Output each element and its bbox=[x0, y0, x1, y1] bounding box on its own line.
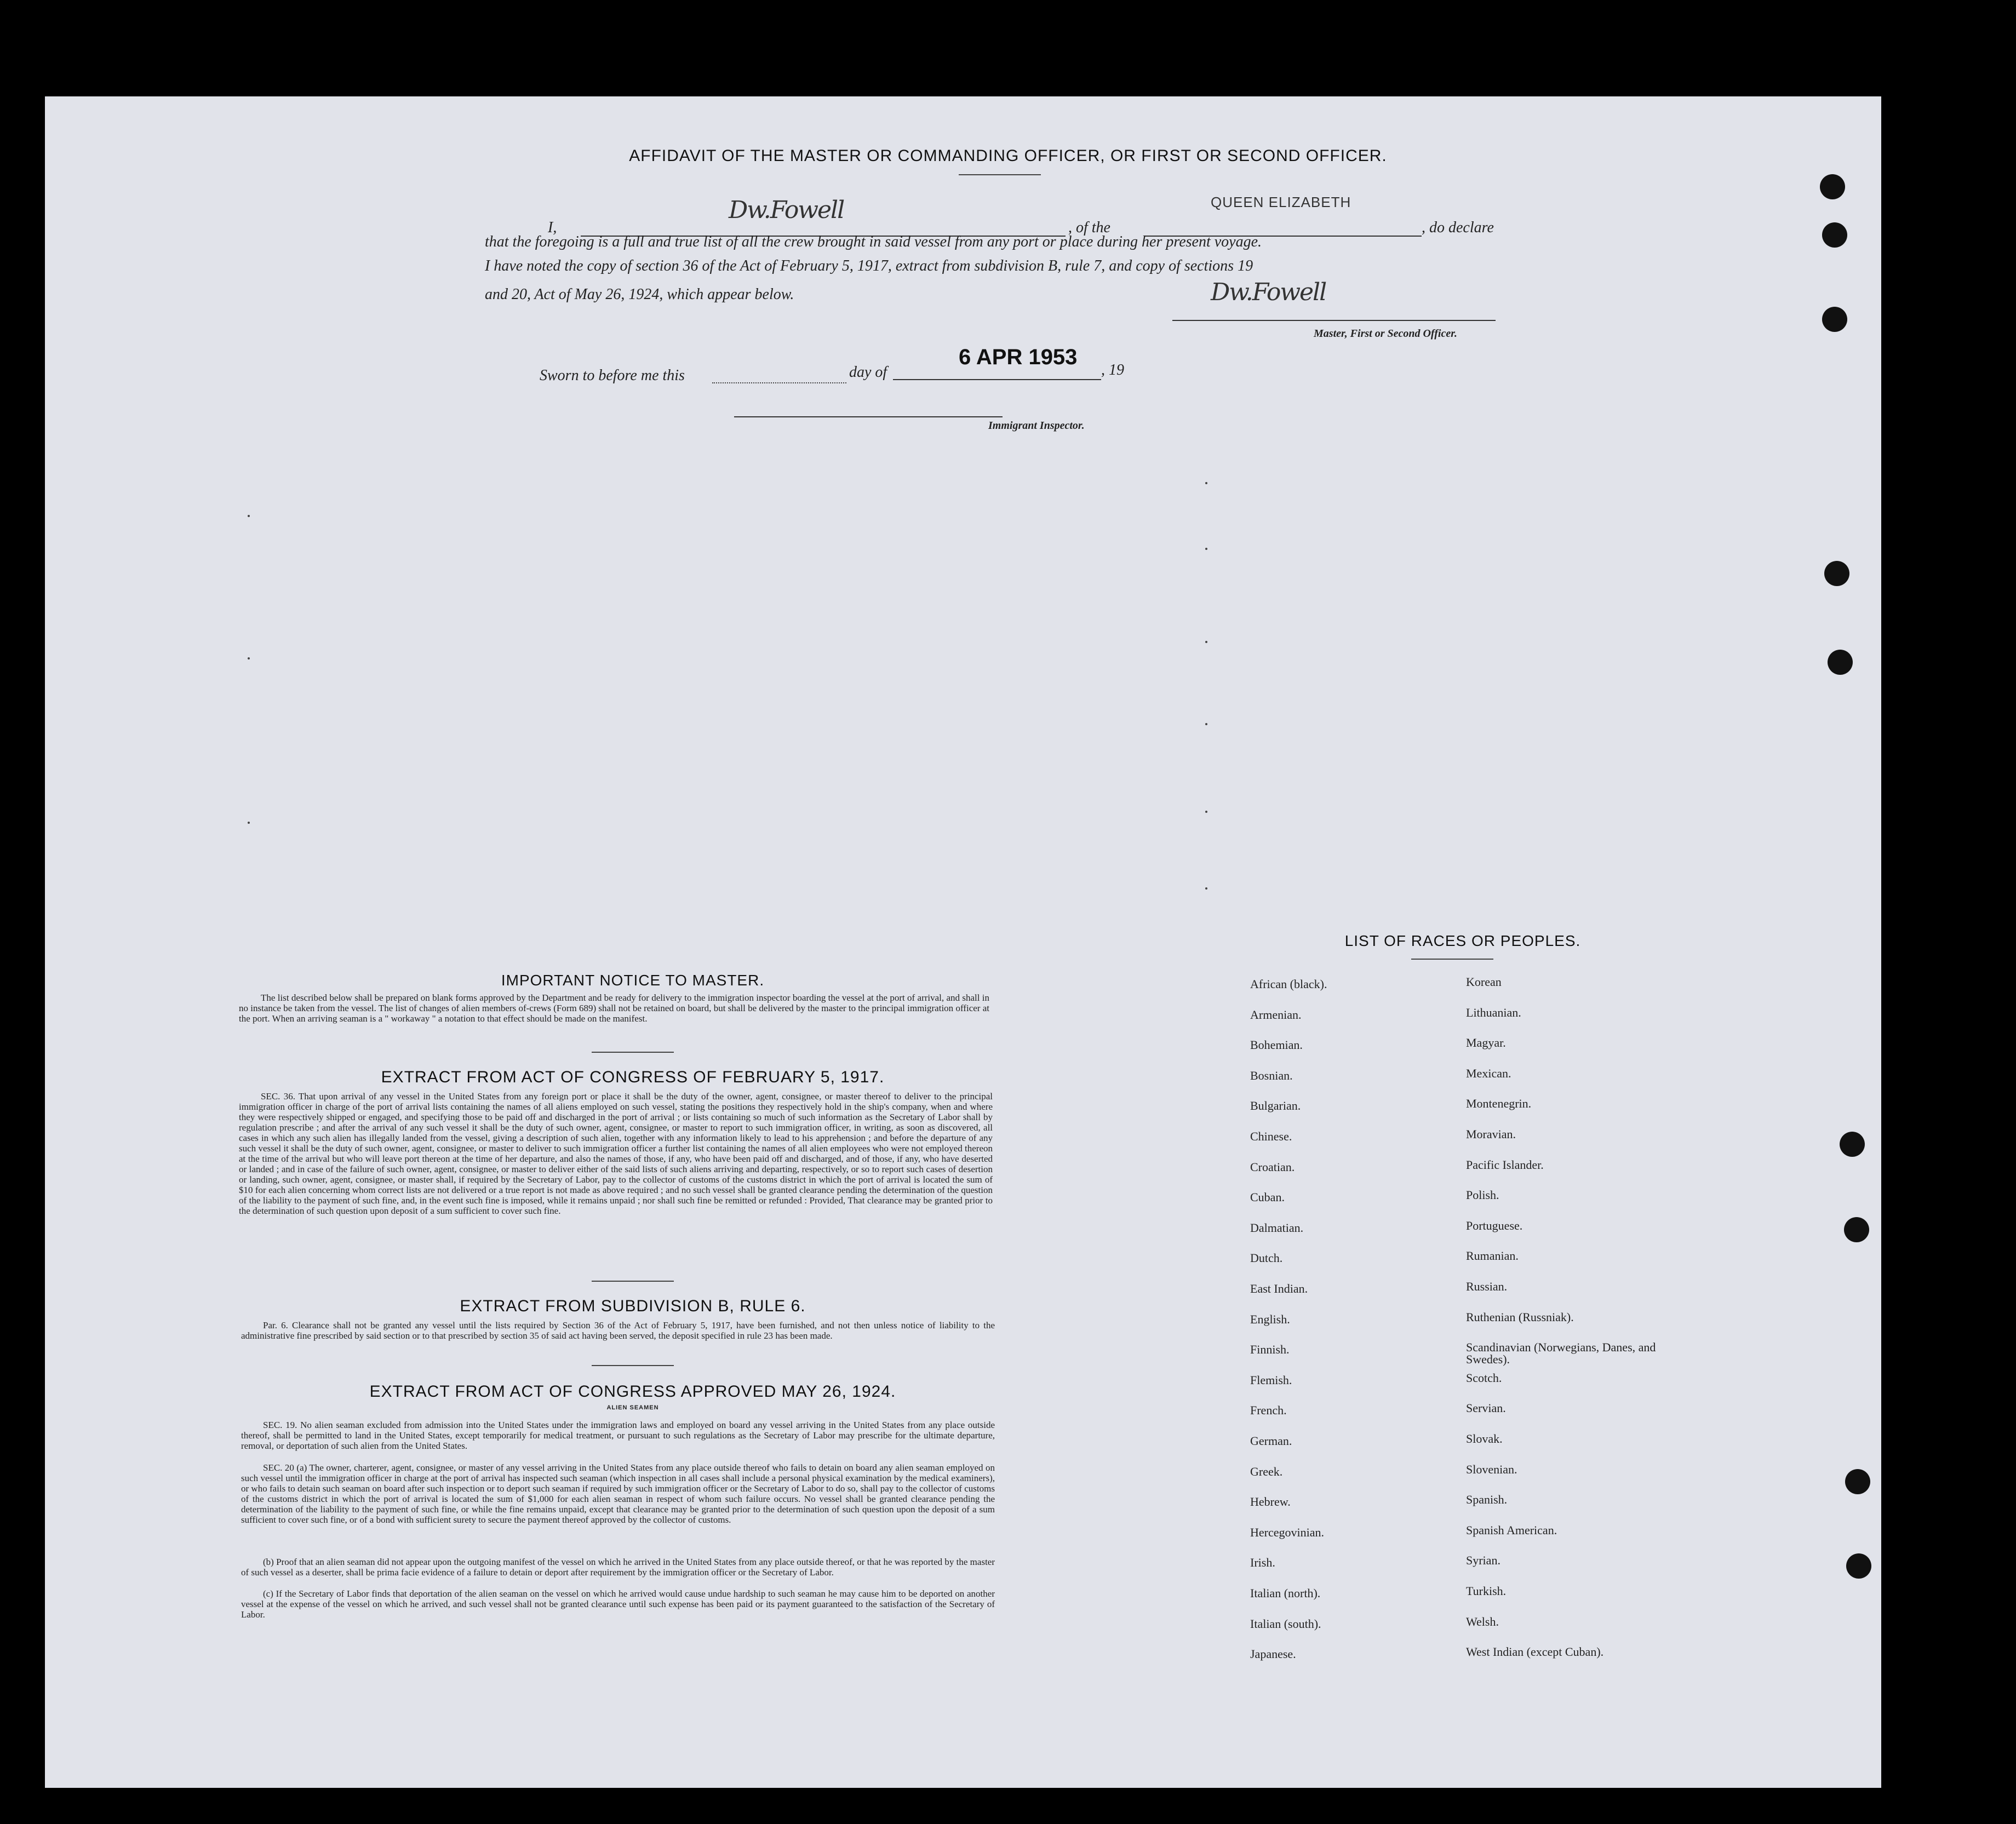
race-item: Greek. bbox=[1250, 1464, 1283, 1478]
subdivision-text: Par. 6. Clearance shall not be granted any vessel until the lists required by Section 36 of the Act of February 5, 1917, have been furnished, and not then unless notice of liability to the administrative fine prescribed by said section or to that prescribed by section 35 of said act having been served, the deposit specified in rule 23 has been made. bbox=[241, 1320, 995, 1341]
race-item: Moravian. bbox=[1466, 1127, 1516, 1141]
race-item: Bulgarian. bbox=[1250, 1099, 1301, 1113]
race-item: Turkish. bbox=[1466, 1584, 1507, 1598]
vessel-name: QUEEN ELIZABETH bbox=[1211, 194, 1351, 210]
extract-1917-text: SEC. 36. That upon arrival of any vessel in the United States from any foreign port or place it shall be the duty of the owner, agent, consignee, or master thereof to deliver to the principal immigration officer in charge of the port of arrival lists containing the names of all aliens employed on such vessel, stating the positions they respectively hold in the ship's company, when and where they were respectively shipped or engaged, and specifying those to be paid off and discharged in the port of arrival ; or lists containing so much of such information as the Secretary of Labor shall by regulation prescribe ; and after the arrival of any such vessel it shall be the duty of such owner, agent, consignee, or master to report to such immigration officer, in writing, as soon as discovered, all cases in which any such alien has illegally landed from the vessel, giving a description of such alien, together with any information likely to lead to his apprehension ; and before the departure of any such vessel it shall be the duty of such owner, agent, consignee, or master to deliver to such immigration officer a further list containing the names of all alien employees who were not employed thereon at the time of the arrival but who will leave port thereon at the time of her departure, and also the names of those, if any, who have been paid off and discharged, and of those, if any, who have deserted or landed ; and in case of the failure of such owner, agent, consignee, or master to deliver either of the said lists of such aliens arriving and departing, respectively, or so to report such cases of desertion or landing, such owner, agent, consignee, or master shall, if required by the Secretary of Labor, pay to the collector of customs of the customs district in which the port of arrival is located the sum of $10 for each alien concerning whom correct lists are not delivered or a true report is not made as above required ; and no such vessel shall be granted clearance pending the determination of the question of the liability to the payment of such fine, and, in the event such fine is imposed, while it remains unpaid ; nor shall such fine be remitted or refunded : Provided, That clearance may be granted prior to the determination of such question upon deposit of a sum sufficient to cover such fine. bbox=[239, 1091, 993, 1216]
extract-1917-rule bbox=[592, 1281, 674, 1282]
race-item: Rumanian. bbox=[1466, 1249, 1519, 1263]
mark-dot bbox=[1205, 548, 1207, 550]
heading-rule bbox=[959, 174, 1041, 175]
extract-1917-heading: EXTRACT FROM ACT OF CONGRESS OF FEBRUARY 5, 1917. bbox=[381, 1068, 885, 1086]
race-item: Dalmatian. bbox=[1250, 1220, 1304, 1235]
race-item: Armenian. bbox=[1250, 1007, 1302, 1022]
race-item: Cuban. bbox=[1250, 1190, 1285, 1204]
signature-line bbox=[1172, 320, 1496, 321]
race-item: Scandinavian (Norwegians, Danes, and Swedes). bbox=[1466, 1340, 1656, 1367]
affidavit-heading: AFFIDAVIT OF THE MASTER OR COMMANDING OFFICER, OR FIRST OR SECOND OFFICER. bbox=[629, 147, 1387, 165]
mark-dot bbox=[248, 657, 250, 659]
inspector-line bbox=[734, 416, 1003, 417]
notice-rule bbox=[592, 1052, 674, 1053]
race-item: Spanish. bbox=[1466, 1493, 1508, 1507]
date-line bbox=[893, 379, 1101, 380]
race-item: Dutch. bbox=[1250, 1251, 1283, 1265]
year-suffix: , 19 bbox=[1101, 362, 1124, 378]
race-item: Flemish. bbox=[1250, 1373, 1292, 1387]
of-the-label: , of the bbox=[1068, 219, 1110, 236]
subdivision-heading: EXTRACT FROM SUBDIVISION B, RULE 6. bbox=[460, 1297, 806, 1315]
race-item: Chinese. bbox=[1250, 1129, 1292, 1143]
race-item: Korean bbox=[1466, 975, 1502, 989]
race-item: Croatian. bbox=[1250, 1160, 1295, 1174]
alien-seamen-subheading: ALIEN SEAMEN bbox=[606, 1404, 659, 1411]
sworn-label: Sworn to before me this bbox=[540, 367, 685, 384]
race-item: Syrian. bbox=[1466, 1553, 1500, 1568]
race-item: Lithuanian. bbox=[1466, 1005, 1521, 1019]
race-item: Japanese. bbox=[1250, 1647, 1296, 1661]
race-item: Spanish American. bbox=[1466, 1523, 1557, 1537]
punch-hole bbox=[1845, 1469, 1870, 1494]
punch-hole bbox=[1846, 1553, 1871, 1579]
race-item: Pacific Islander. bbox=[1466, 1157, 1544, 1172]
sec-20c-text: (c) If the Secretary of Labor finds that deportation of the alien seaman on the vessel on which he arrived would cause undue hardship to such seaman he may cause him to be deported on another vessel at the expense of the vessel on which he arrived, and such vessel shall not be granted clearance until such expense has been paid or its payment guaranteed to the satisfaction of the Secretary of Labor. bbox=[241, 1588, 995, 1620]
do-declare-label: , do declare bbox=[1422, 219, 1494, 236]
punch-hole bbox=[1840, 1132, 1865, 1157]
mark-dot bbox=[248, 515, 250, 517]
race-item: Servian. bbox=[1466, 1401, 1506, 1415]
race-item: German. bbox=[1250, 1434, 1292, 1448]
mark-dot bbox=[1205, 723, 1207, 725]
subdivision-rule bbox=[592, 1365, 674, 1366]
race-item: Slovak. bbox=[1466, 1432, 1503, 1446]
race-item: English. bbox=[1250, 1312, 1290, 1326]
race-item: Irish. bbox=[1250, 1556, 1275, 1570]
race-item: East Indian. bbox=[1250, 1282, 1308, 1295]
sec-20a-text: SEC. 20 (a) The owner, charterer, agent, consignee, or master of any vessel arriving in the United States from any place outside thereof who fails to detain on board any alien seaman employed on such vessel until the immigration officer in charge at the port of arrival has inspected such seaman (which inspection in all cases shall include a personal physical examination by the medical examiners), or who fails to detain such seaman on board after such inspection or to deport such seaman if required by such immigration officer or the Secretary of Labor to do so, shall pay to the collector of customs of the customs district in which the port of arrival is located the sum of $1,000 for each alien seaman in respect of whom such failure occurs. No vessel shall be granted clearance pending the determination of the liability to the payment of such fine, or while the fine remains unpaid, except that clearance may be granted prior to the determination of such question upon the deposit of a sum sufficient to cover such fine, or of a bond with sufficient surety to secure the payment thereof approved by the collector of customs. bbox=[241, 1462, 995, 1525]
punch-hole bbox=[1820, 174, 1845, 199]
affidavit-line-2: I have noted the copy of section 36 of the Act of February 5, 1917, extract from subdivision B, rule 7, and copy of sections 19 bbox=[485, 257, 1253, 274]
mark-dot bbox=[1205, 482, 1207, 484]
race-item: Portuguese. bbox=[1466, 1218, 1523, 1232]
i-label: I, bbox=[548, 219, 557, 236]
race-item: Ruthenian (Russniak). bbox=[1466, 1310, 1574, 1324]
mark-dot bbox=[1205, 887, 1207, 890]
races-heading: LIST OF RACES OR PEOPLES. bbox=[1344, 932, 1581, 949]
punch-hole bbox=[1822, 222, 1847, 248]
mark-dot bbox=[248, 822, 250, 824]
notice-heading: IMPORTANT NOTICE TO MASTER. bbox=[501, 972, 765, 989]
race-item: Hebrew. bbox=[1250, 1495, 1291, 1509]
race-item: Finnish. bbox=[1250, 1343, 1290, 1357]
inspector-caption: Immigrant Inspector. bbox=[988, 420, 1085, 432]
race-item: French. bbox=[1250, 1403, 1287, 1418]
date-stamp: 6 APR 1953 bbox=[959, 345, 1078, 369]
punch-hole bbox=[1844, 1217, 1869, 1242]
day-dotted-line bbox=[712, 382, 846, 383]
affidavit-line-1: that the foregoing is a full and true list of all the crew brought in said vessel from any port or place during her present voyage. bbox=[485, 233, 1262, 250]
race-item: Hercegovinian. bbox=[1250, 1525, 1324, 1539]
race-item: Bosnian. bbox=[1250, 1068, 1293, 1082]
race-item: Mexican. bbox=[1466, 1066, 1511, 1080]
officer-signature: Dw.Fowell bbox=[729, 196, 844, 224]
mark-dot bbox=[1205, 811, 1207, 813]
races-rule bbox=[1411, 959, 1493, 960]
sec-19-text: SEC. 19. No alien seaman excluded from admission into the United States under the immigration laws and employed on board any vessel arriving in the United States from any place outside thereof, shall be permitted to land in the United States, except temporarily for medical treatment, or pursuant to such regulations as the Secretary of Labor may prescribe for the ultimate departure, removal, or deportation of such alien from the United States. bbox=[241, 1420, 995, 1451]
extract-1924-heading: EXTRACT FROM ACT OF CONGRESS APPROVED MAY 26, 1924. bbox=[369, 1383, 896, 1401]
race-item: African (black). bbox=[1250, 977, 1327, 991]
race-item: Bohemian. bbox=[1250, 1038, 1303, 1052]
race-item: Italian (south). bbox=[1250, 1616, 1321, 1631]
affidavit-line-3: and 20, Act of May 26, 1924, which appear below. bbox=[485, 286, 794, 303]
signature-caption: Master, First or Second Officer. bbox=[1314, 328, 1457, 340]
mark-dot bbox=[1205, 641, 1207, 643]
race-item: West Indian (except Cuban). bbox=[1466, 1645, 1604, 1659]
punch-hole bbox=[1822, 307, 1847, 332]
race-item: Montenegrin. bbox=[1466, 1097, 1532, 1111]
sec-20b-text: (b) Proof that an alien seaman did not appear upon the outgoing manifest of the vessel on which he arrived in the United States from any place outside thereof, or that he was reported by the master of such vessel as a deserter, shall be prima facie evidence of a failure to detain or deport after requirement by the immigration officer or the Secretary of Labor. bbox=[241, 1557, 995, 1578]
race-item: Slovenian. bbox=[1466, 1462, 1517, 1476]
notice-text: The list described below shall be prepared on blank forms approved by the Department and be ready for delivery to the immigration inspector boarding the vessel at the port of arrival, and shall in no instance be taken from the vessel. The list of changes of alien members of-crews (Form 689) shall not be retained on board, but shall be delivered by the master to the principal immigration officer at the port. When an arriving seaman is a " workaway " a notation to that effect should be made on the manifest. bbox=[239, 993, 989, 1024]
race-item: Magyar. bbox=[1466, 1036, 1506, 1050]
race-item: Italian (north). bbox=[1250, 1586, 1321, 1600]
punch-hole bbox=[1824, 561, 1849, 586]
day-of-label: day of bbox=[849, 364, 887, 381]
race-item: Polish. bbox=[1466, 1188, 1499, 1202]
race-item: Russian. bbox=[1466, 1280, 1508, 1293]
master-signature: Dw.Fowell bbox=[1211, 278, 1326, 306]
race-item: Scotch. bbox=[1466, 1370, 1502, 1385]
race-item: Welsh. bbox=[1466, 1614, 1499, 1628]
punch-hole bbox=[1828, 650, 1853, 675]
